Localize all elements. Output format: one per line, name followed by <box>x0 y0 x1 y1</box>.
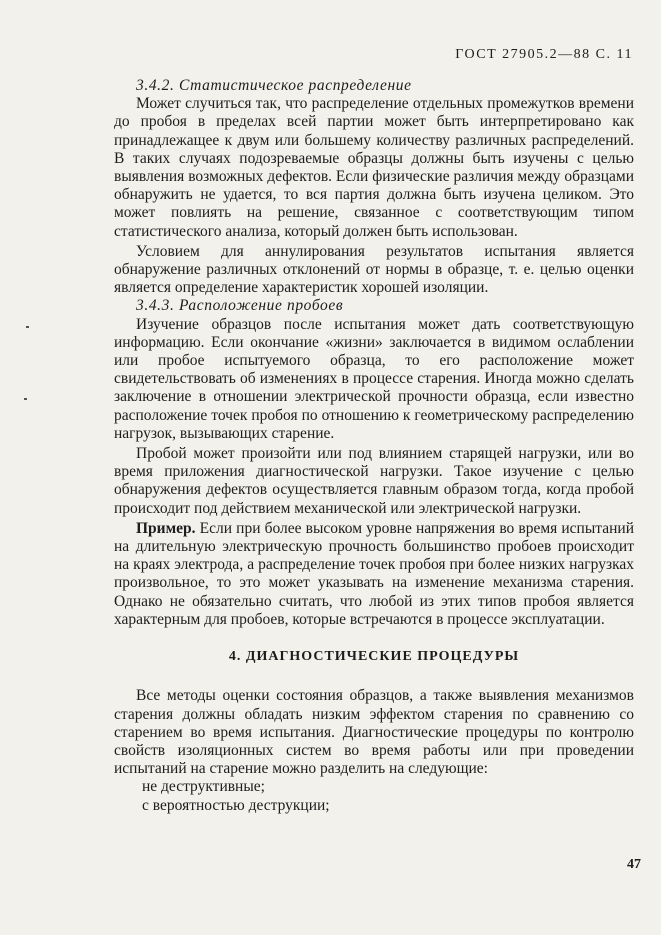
scan-speck <box>24 398 27 400</box>
page-number: 47 <box>627 857 641 872</box>
list-item: с вероятностью деструкции; <box>142 796 330 814</box>
paragraph: Изучение образцов после испытания может дать соответствующую информацию. Если окончание «жизни» заключается в видимом ослаблении или пробое испытуемого образца, то его расположение может свидетельствовать об изменениях в процессе старения. Иногда можно сделать заключение в отношении электрической прочности образца, если известно расположение точек пробоя по отношению к геометрическому распределению нагрузок, вызывающих старение. <box>114 315 634 442</box>
example-label: Пример. <box>136 519 196 537</box>
paragraph: Пробой может произойти или под влиянием старящей нагрузки, или во время приложения диагностической нагрузки. Такое изучение с целью обнаружения дефектов осуществляется главным образом тогда, когда пробой происходит под действием механической или электрической нагрузки. <box>114 445 634 517</box>
paragraph: Может случиться так, что распределение отдельных промежутков времени до пробоя в пределах всей партии может быть интерпретировано как принадлежащее к двум или большему количеству различных распределений. В таких случаях подозреваемые образцы должны быть изучены с целью выявления возможных дефектов. Если физические различия между образцами обнаружить не удается, то вся партия должна быть изучена целиком. Это может повлиять на решение, связанное с соответствующим типом статистического анализа, который должен быть использован. <box>114 95 634 240</box>
scan-speck <box>26 326 29 328</box>
body-text <box>114 77 634 815</box>
example-paragraph <box>114 520 634 629</box>
section-4-heading: 4. ДИАГНОСТИЧЕСКИЕ ПРОЦЕДУРЫ <box>228 649 520 665</box>
example-text: Если при более высоком уровне напряжения во время испытаний на длительную электрическую прочность большинство пробоев происходит на краях электрода, а распределение точек пробоя при более низких нагрузках произвольное, то это может указывать на изменение механизма старения. Однако не обязательно считать, что любой из этих типов пробоя является характерным для пробоев, которые встречаются в процессе эксплуатации. <box>114 519 634 628</box>
running-header: ГОСТ 27905.2—88 С. 11 <box>455 47 633 62</box>
paragraph: Условием для аннулирования результатов испытания является обнаружение различных отклонений от нормы в образце, т. е. целью оценки является определение характеристик хорошей изоляции. <box>114 242 634 297</box>
paragraph: Все методы оценки состояния образцов, а также выявления механизмов старения должны обладать низким эффектом старения по сравнению со старением во время испытания. Диагностические процедуры по контролю свойств изоляционных систем во время работы или при проведении испытаний на старение можно разделить на следующие: <box>114 687 634 778</box>
list-item: не деструктивные; <box>142 778 265 796</box>
section-3-4-3-title: 3.4.3. Расположение пробоев <box>136 297 344 315</box>
section-3-4-2-title: 3.4.2. Статистическое распределение <box>136 77 412 94</box>
